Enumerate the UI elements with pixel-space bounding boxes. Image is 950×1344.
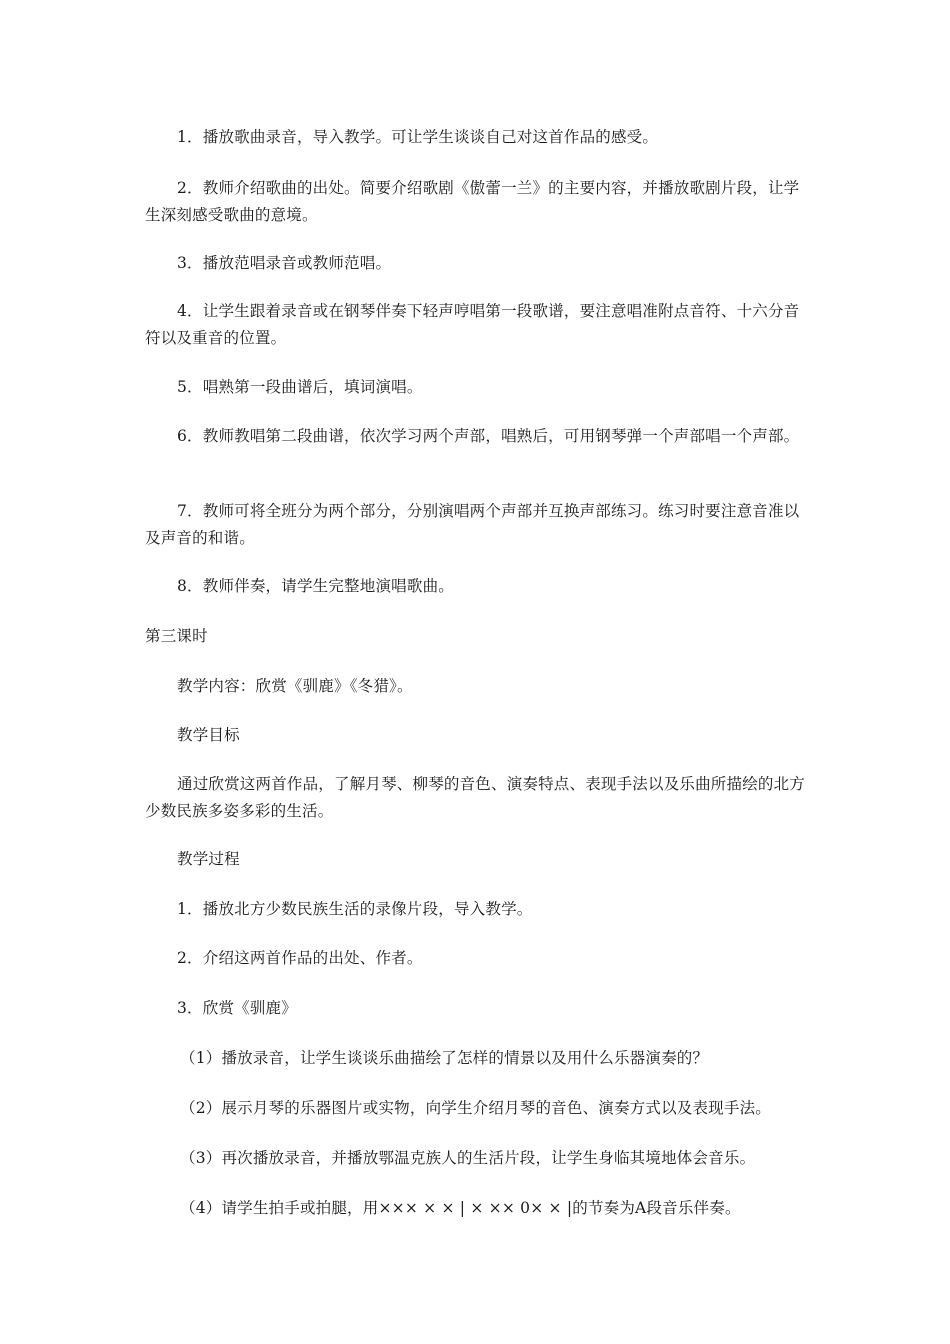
teaching-content: 教学内容：欣赏《驯鹿》《冬猎》。 [177, 677, 413, 695]
process-step-2: 2．介绍这两首作品的出处、作者。 [177, 949, 423, 967]
step-6-paragraph: 6．教师教唱第二段曲谱，依次学习两个声部，唱熟后，可用钢琴弹一个声部唱一个声部。 [177, 427, 800, 445]
sub-step-3: （3）再次播放录音，并播放鄂温克族人的生活片段，让学生身临其境地体会音乐。 [180, 1149, 756, 1167]
process-step-1: 1．播放北方少数民族生活的录像片段，导入教学。 [177, 900, 533, 918]
step-8-paragraph: 8．教师伴奏，请学生完整地演唱歌曲。 [177, 577, 454, 595]
process-step-3: 3．欣赏《驯鹿》 [177, 999, 297, 1017]
step-2-paragraph: 2．教师介绍歌曲的出处。简要介绍歌剧《傲蕾一兰》的主要内容，并播放歌剧片段，让学生深刻感受歌曲的意境。 [145, 179, 800, 224]
process-heading: 教学过程 [177, 850, 240, 868]
step-7-paragraph: 7．教师可将全班分为两个部分，分别演唱两个声部并互换声部练习。练习时要注意音准以及声音的和谐。 [145, 502, 800, 547]
step-3-paragraph: 3．播放范唱录音或教师范唱。 [177, 254, 392, 272]
goals-heading: 教学目标 [177, 726, 240, 744]
sub-step-4: （4）请学生拍手或拍腿，用××× × × | × ×× 0× × |的节奏为A段音乐伴奏。 [180, 1199, 741, 1217]
sub-step-2: （2）展示月琴的乐器图片或实物，向学生介绍月琴的音色、演奏方式以及表现手法。 [180, 1099, 771, 1117]
goals-paragraph: 通过欣赏这两首作品，了解月琴、柳琴的音色、演奏特点、表现手法以及乐曲所描绘的北方少数民族多姿多彩的生活。 [145, 775, 806, 820]
step-1-paragraph: 1．播放歌曲录音，导入教学。可让学生谈谈自己对这首作品的感受。 [177, 128, 659, 146]
step-4-paragraph: 4．让学生跟着录音或在钢琴伴奏下轻声哼唱第一段歌谱，要注意唱准附点音符、十六分音符以及重音的位置。 [145, 302, 800, 347]
section-heading: 第三课时 [145, 627, 208, 645]
step-5-paragraph: 5．唱熟第一段曲谱后，填词演唱。 [177, 378, 423, 396]
sub-step-1: （1）播放录音，让学生谈谈乐曲描绘了怎样的情景以及用什么乐器演奏的？ [180, 1049, 709, 1067]
